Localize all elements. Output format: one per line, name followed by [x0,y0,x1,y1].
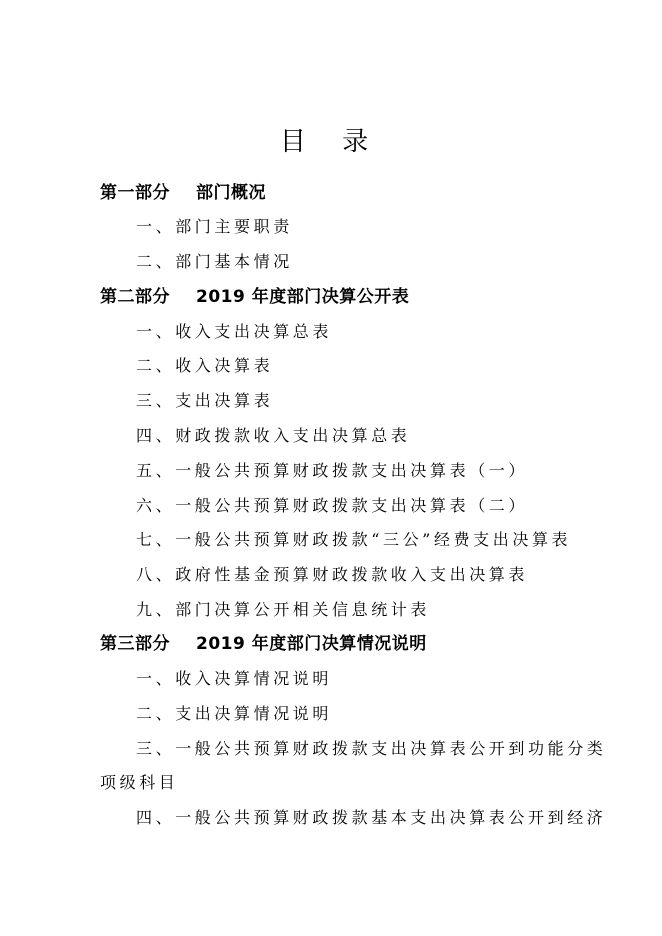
part-name: 2019 年度部门决算情况说明 [196,634,427,654]
toc-item: 四、财政拨款收入支出决算总表 [136,426,411,445]
part-name: 部门概况 [196,183,266,203]
toc-part-2 [100,280,409,314]
toc-item: 三、支出决算表 [136,391,274,410]
page-title: 目 录 [279,127,383,157]
part-number: 第一部分 [100,183,170,203]
toc-item: 七、一般公共预算财政拨款“三公”经费支出决算表 [136,530,572,549]
toc-part-3 [100,627,427,661]
toc-item: 四、一般公共预算财政拨款基本支出决算表公开到经济 [136,808,607,827]
part-number: 第二部分 [100,287,170,307]
toc-item: 一、收入支出决算总表 [136,322,333,341]
toc-item: 五、一般公共预算财政拨款支出决算表（一） [136,461,529,480]
toc-item: 三、一般公共预算财政拨款支出决算表公开到功能分类 [136,739,607,758]
toc-item: 二、收入决算表 [136,356,274,375]
toc-item-continuation: 项级科目 [100,773,179,792]
toc-item: 六、一般公共预算财政拨款支出决算表（二） [136,496,529,515]
toc-item: 一、部门主要职责 [136,217,293,236]
toc-part-1 [100,176,266,210]
toc-item: 一、收入决算情况说明 [136,669,333,688]
toc-item: 八、政府性基金预算财政拨款收入支出决算表 [136,565,529,584]
part-number: 第三部分 [100,634,170,654]
toc-item: 二、支出决算情况说明 [136,704,333,723]
toc-item: 二、部门基本情况 [136,252,293,271]
part-name: 2019 年度部门决算公开表 [196,287,410,307]
toc-item: 九、部门决算公开相关信息统计表 [136,600,431,619]
